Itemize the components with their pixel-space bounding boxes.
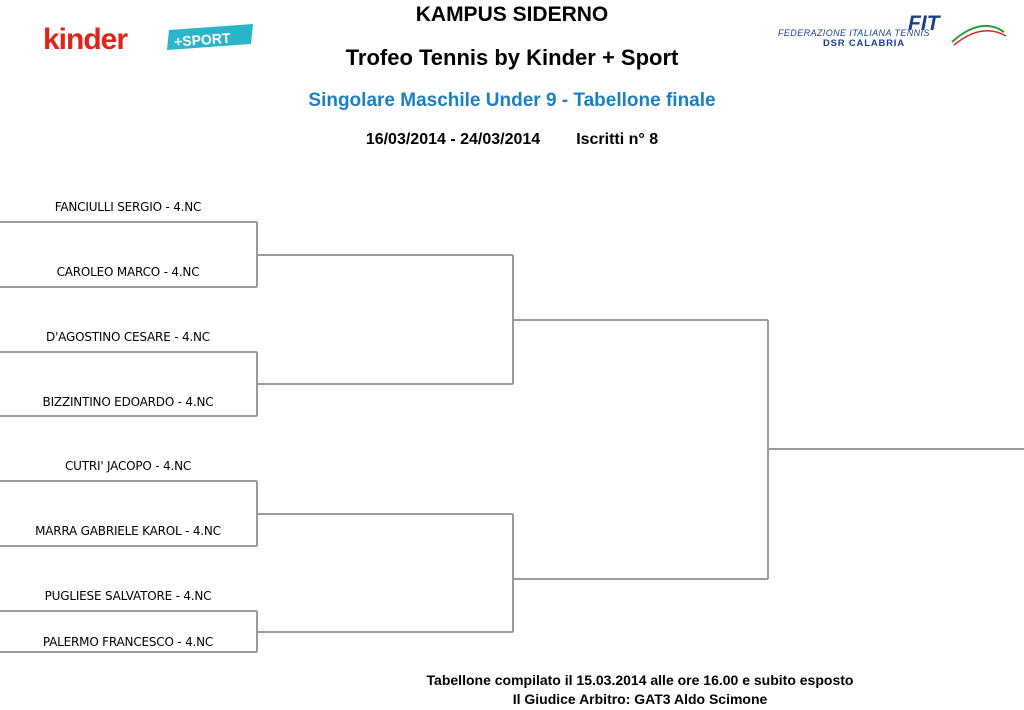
player-slot-7: PUGLIESE SALVATORE - 4.NC	[44, 589, 212, 603]
trophy-title: Trofeo Tennis by Kinder + Sport	[345, 45, 679, 70]
entries-count: Iscritti n° 8	[576, 131, 659, 148]
final-lines	[513, 320, 1024, 579]
first-round-lines	[0, 222, 257, 652]
fit-region-text: DSR CALABRIA	[823, 38, 905, 49]
compiled-note: Tabellone compilato il 15.03.2014 alle ore 16.00 e subito esposto	[426, 672, 854, 688]
referee-note: Il Giudice Arbitro: GAT3 Aldo Scimone	[512, 691, 768, 707]
player-slot-1: FANCIULLI SERGIO - 4.NC	[54, 200, 202, 214]
venue-title: KAMPUS SIDERNO	[415, 3, 609, 26]
event-dates: 16/03/2014 - 24/03/2014	[365, 131, 541, 148]
player-slot-2: CAROLEO MARCO - 4.NC	[56, 265, 200, 279]
kinder-logo-text: kinder	[43, 23, 128, 54]
event-title: Singolare Maschile Under 9 - Tabellone finale	[308, 90, 716, 111]
player-slot-4: BIZZINTINO EDOARDO - 4.NC	[42, 395, 214, 409]
sport-badge-text: +SPORT	[173, 29, 231, 50]
semifinal-lines	[257, 255, 513, 632]
player-slot-3: D'AGOSTINO CESARE - 4.NC	[46, 330, 210, 344]
fit-logo-letters: FIT	[908, 12, 940, 35]
player-slot-5: CUTRI' JACOPO - 4.NC	[64, 459, 192, 473]
player-slot-6: MARRA GABRIELE KAROL - 4.NC	[35, 524, 221, 538]
player-slot-8: PALERMO FRANCESCO - 4.NC	[42, 635, 214, 649]
fit-federation-text: FEDERAZIONE ITALIANA TENNIS	[778, 28, 930, 38]
